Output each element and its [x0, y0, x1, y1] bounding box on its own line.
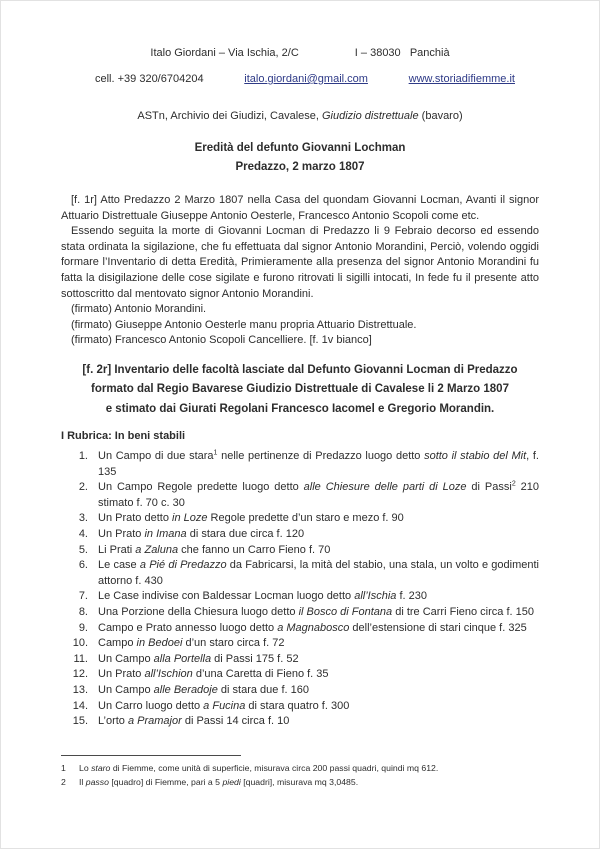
text-run: I Rubrica: In beni stabili: [61, 430, 186, 443]
footnote-number: 1: [61, 763, 66, 773]
list-item-13: [61, 683, 539, 699]
author-address: Italo Giordani – Via Ischia, 2/C: [150, 47, 299, 59]
text-run: di Passi: [466, 481, 512, 494]
text-run: Un Campo di due stara: [98, 450, 214, 463]
list-item-number: 3.: [78, 512, 88, 525]
italic-text-run: staro: [91, 763, 111, 773]
text-run: L’orto: [98, 715, 128, 728]
italic-text-run: alle Chiesure delle parti di Loze: [303, 481, 467, 494]
italic-text-run: Giudizio distrettuale: [322, 110, 419, 122]
text-run: Campo: [98, 637, 137, 650]
letterhead: [61, 47, 539, 86]
signature-line-2: [61, 318, 539, 334]
text-run: [f. 1r] Atto Predazzo 2 Marzo 1807 nella Casa del quondam Giovanni Locman, Avanti il signor Attuario Distrettuale Giuseppe Antonio Oesterle, Francesco Antonio Scopoli come etc.: [61, 194, 539, 222]
list-item-number: 7.: [78, 590, 88, 603]
paragraph-narrative: [61, 224, 539, 302]
list-item-number: 13.: [72, 683, 88, 696]
phone-number: cell. +39 320/6704204: [95, 73, 204, 85]
text-run: (firmato) Francesco Antonio Scopoli Cancelliere. [f. 1v bianco]: [71, 334, 372, 347]
list-item-number: 14.: [72, 699, 88, 712]
italic-text-run: all’Ischia: [354, 590, 397, 603]
list-item-2: [61, 480, 539, 511]
text-run: [quadro] di Fiemme, pari a 5: [108, 776, 223, 787]
document-title-line-2: [61, 158, 539, 177]
paragraph-act: [61, 193, 539, 224]
letterhead-line-2: [61, 73, 539, 86]
text-run: d’una Caretta di Fieno f. 35: [192, 668, 329, 681]
footnote-separator: [61, 755, 241, 756]
text-run: Li Prati: [98, 543, 136, 556]
footnote-1: [61, 762, 539, 776]
list-item-text: [98, 558, 539, 589]
text-run: nelle pertinenze di Predazzo luogo detto: [217, 450, 425, 463]
text-run: Le Case indivise con Baldessar Locman luogo detto: [98, 590, 355, 603]
list-item-1: [61, 449, 539, 480]
list-item-text: [98, 511, 539, 527]
list-item-3: [61, 511, 539, 527]
inventory-heading-line-2: [61, 380, 539, 400]
text-run: 210 stimato f. 70 c. 30: [98, 481, 539, 509]
text-run: [quadri], misurava mq 3,0485.: [240, 776, 359, 787]
list-item-number: 9.: [78, 621, 88, 634]
list-item-number: 4.: [78, 528, 88, 540]
text-run: Un Campo: [98, 683, 154, 696]
text-run: Un Campo: [98, 652, 154, 665]
text-run: Predazzo, 2 marzo 1807: [235, 161, 365, 173]
text-run: (bavaro): [418, 110, 463, 122]
footnote-number: 2: [61, 776, 66, 787]
list-item-4: [61, 527, 539, 543]
property-list: [61, 449, 539, 730]
rubric-heading: [61, 429, 539, 445]
list-item-12: [61, 667, 539, 683]
list-item-text: [98, 652, 539, 668]
footnote-text: [79, 762, 539, 776]
text-run: Essendo seguita la morte di Giovanni Locman di Predazzo li 9 Febraio decorso ed essendo stata ordinata la sigilazione, che fu effettuata dal signor Antonio Morandini, Perciò, volendo oggidi formare l’Inventario di detta Eredità, Primieramente alla presenza del signor Antonio Morandini fu fatta la disigilazione delle cose sigilate e furono ritrovati li sigilli intocati, In fede fu il presente atto sottoscritto dal mentovato signor Antonio Morandini.: [61, 225, 539, 300]
italic-text-run: a Magnabosco: [277, 621, 350, 634]
italic-text-run: sotto il stabio del Mit: [424, 450, 527, 463]
postal-code: I – 38030 Panchià: [354, 47, 450, 59]
list-item-9: [61, 621, 539, 637]
text-run: Regole predette d’un staro e mezo f. 90: [207, 512, 404, 525]
text-run: di stara due circa f. 120: [186, 528, 305, 540]
italic-text-run: alla Portella: [153, 652, 212, 665]
list-item-5: [61, 543, 539, 559]
list-item-number: 8.: [78, 605, 88, 618]
text-run: Il: [79, 776, 86, 787]
list-item-text: [98, 714, 539, 730]
text-run: Un Prato: [98, 528, 145, 540]
text-run: d’un staro circa f. 72: [182, 637, 285, 650]
list-item-text: [98, 699, 539, 715]
text-run: di Passi 14 circa f. 10: [181, 715, 290, 728]
text-run: Le case: [98, 559, 140, 572]
list-item-6: [61, 558, 539, 589]
text-run: dell’estensione di stari cinque f. 325: [349, 621, 527, 634]
list-item-7: [61, 589, 539, 605]
list-item-text: [98, 621, 539, 637]
text-run: Una Porzione della Chiesura luogo detto: [98, 605, 299, 618]
inventory-heading: [61, 361, 539, 420]
italic-text-run: a Zaluna: [135, 543, 179, 556]
list-item-number: 11.: [73, 652, 88, 665]
text-run: (firmato) Antonio Morandini.: [71, 303, 207, 316]
text-run: di Fiemme, come unità di superficie, misurava circa 200 passi quadri, quindi mq 612.: [110, 763, 439, 773]
footnote-2: [61, 776, 539, 790]
italic-text-run: a Fucina: [203, 699, 246, 712]
list-item-number: 12.: [72, 668, 88, 681]
list-item-number: 10.: [72, 637, 88, 650]
footnote-marker: 1: [213, 449, 218, 457]
inventory-heading-line-3: [61, 400, 539, 420]
letterhead-line-1: [61, 47, 539, 60]
list-item-number: 1.: [78, 450, 88, 463]
text-run: di stara due f. 160: [217, 683, 309, 696]
italic-text-run: il Bosco di Fontana: [298, 605, 393, 618]
text-run: di Passi 175 f. 52: [211, 652, 299, 665]
list-item-number: 2.: [78, 481, 88, 494]
list-item-number: 15.: [72, 715, 88, 728]
text-run: , f. 135: [98, 450, 539, 478]
text-run: Un Prato detto: [98, 512, 172, 525]
text-run: Un Carro luogo detto: [98, 699, 204, 712]
list-item-14: [61, 699, 539, 715]
italic-text-run: alle Beradoje: [153, 683, 218, 696]
list-item-15: [61, 714, 539, 730]
italic-text-run: passo: [85, 776, 109, 787]
signature-line-1: [61, 302, 539, 318]
text-run: Un Campo Regole predette luogo detto: [98, 481, 304, 494]
text-run: formato dal Regio Bavarese Giudizio Distrettuale di Cavalese li 2 Marzo 1807: [91, 383, 509, 396]
text-run: [f. 2r] Inventario delle facoltà lasciate dal Defunto Giovanni Locman di Predazzo: [82, 363, 518, 376]
italic-text-run: piedi: [222, 776, 241, 787]
italic-text-run: in Loze: [172, 512, 208, 525]
list-item-text: [98, 605, 539, 621]
list-item-8: [61, 605, 539, 621]
website-link[interactable]: www.storiadifiemme.it: [408, 73, 515, 85]
document-title-line-1: [61, 139, 539, 158]
list-item-text: [98, 543, 539, 559]
italic-text-run: a Pié di Predazzo: [139, 559, 227, 572]
list-item-text: [98, 480, 539, 511]
list-item-text: [98, 667, 539, 683]
italic-text-run: in Imana: [144, 528, 187, 540]
text-run: Un Prato: [98, 668, 145, 681]
list-item-10: [61, 636, 539, 652]
text-run: e stimato dai Giurati Regolani Francesco Iacomel e Gregorio Morandin.: [105, 402, 495, 415]
text-run: f. 230: [396, 590, 427, 603]
document-body: [61, 110, 539, 730]
text-run: (firmato) Giuseppe Antonio Oesterle manu propria Attuario Distrettuale.: [71, 318, 417, 331]
archive-reference: [61, 110, 539, 123]
inventory-heading-line-1: [61, 361, 539, 381]
text-run: di tre Carri Fieno circa f. 150: [392, 605, 534, 618]
email-link[interactable]: italo.giordani@gmail.com: [244, 73, 368, 85]
list-item-text: [98, 636, 539, 652]
italic-text-run: all’Ischion: [144, 668, 193, 681]
text-run: Campo e Prato annesso luogo detto: [98, 621, 278, 634]
text-run: che fanno un Carro Fieno f. 70: [178, 543, 331, 556]
italic-text-run: in Bedoei: [136, 637, 183, 650]
italic-text-run: a Pramajor: [127, 715, 182, 728]
list-item-text: [98, 589, 539, 605]
list-item-text: [98, 449, 539, 480]
footnotes: [61, 755, 539, 789]
list-item-number: 5.: [78, 543, 88, 556]
list-item-11: [61, 652, 539, 668]
text-run: Eredità del defunto Giovanni Lochman: [194, 142, 406, 154]
text-run: Lo: [79, 763, 92, 773]
list-item-text: [98, 683, 539, 699]
text-run: di stara quatro f. 300: [245, 699, 350, 712]
text-run: ASTn, Archivio dei Giudizi, Cavalese,: [137, 110, 322, 122]
footnote-text: [79, 776, 539, 790]
list-item-text: [98, 527, 539, 543]
footnote-marker: 2: [511, 480, 516, 488]
list-item-number: 6.: [78, 559, 88, 572]
signature-line-3: [61, 333, 539, 349]
text-run: da Fabricarsi, la mità del stabio, una stala, un volto e godimenti attorno f. 430: [98, 559, 539, 587]
